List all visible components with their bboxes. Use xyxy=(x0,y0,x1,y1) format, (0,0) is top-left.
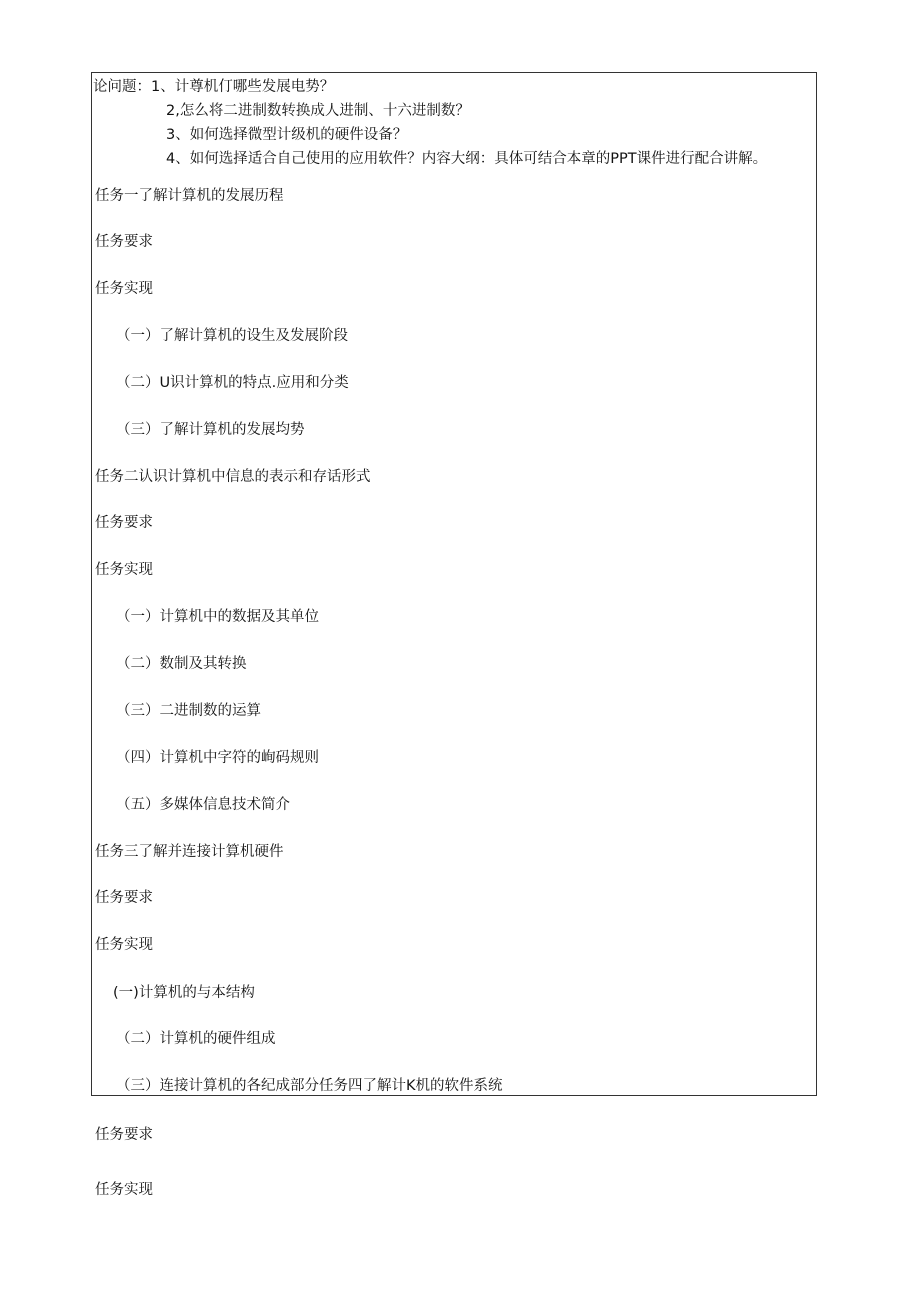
task3-implementation: 任务实现 xyxy=(95,937,153,953)
task2-item-4: （四）计算机中字符的峋码规则 xyxy=(116,750,319,766)
task2-requirement: 任务要求 xyxy=(95,515,153,531)
task3-item-1: (一)计算机的与本结构 xyxy=(113,985,255,1001)
discussion-question-4: 4、如何选择适合自己使用的应用软件？内容大纲：具体可结合本章的PPT课件进行配合讲解。 xyxy=(166,151,768,167)
task2-item-2: （二）数制及其转换 xyxy=(116,656,247,672)
task4-requirement: 任务要求 xyxy=(95,1127,153,1143)
task1-requirement: 任务要求 xyxy=(95,234,153,250)
task2-title: 任务二认识计算机中信息的表示和存话形式 xyxy=(95,469,371,485)
task3-item-3: （三）连接计算机的各纪成部分任务四了解计K机的软件系统 xyxy=(116,1078,503,1094)
task1-implementation: 任务实现 xyxy=(95,281,153,297)
task2-item-3: （三）二进制数的运算 xyxy=(116,703,261,719)
task2-item-5: （五）多媒体信息技术简介 xyxy=(116,797,290,813)
task1-item-1: （一）了解计算机的设生及发展阶段 xyxy=(116,328,348,344)
discussion-question-3: 3、如何选择微型计级机的硬件设备？ xyxy=(166,127,408,143)
task3-title: 任务三了解并连接计算机硬件 xyxy=(95,844,284,860)
task1-item-2: （二）U识计算机的特点.应用和分类 xyxy=(116,375,349,391)
task3-item-2: （二）计算机的硬件组成 xyxy=(116,1031,276,1047)
task1-title: 任务一了解计算机的发展历程 xyxy=(95,188,284,204)
task3-requirement: 任务要求 xyxy=(95,890,153,906)
task2-implementation: 任务实现 xyxy=(95,562,153,578)
task1-item-3: （三）了解计算机的发展均势 xyxy=(116,422,305,438)
content-table-border xyxy=(91,72,817,1096)
discussion-question-2: 2,怎么将二进制数转换成人进制、十六进制数？ xyxy=(166,103,470,119)
discussion-question-1: 论问题：1、计尊机仃哪些发展电势？ xyxy=(93,79,335,95)
task4-implementation: 任务实现 xyxy=(95,1182,153,1198)
task2-item-1: （一）计算机中的数据及其单位 xyxy=(116,609,319,625)
